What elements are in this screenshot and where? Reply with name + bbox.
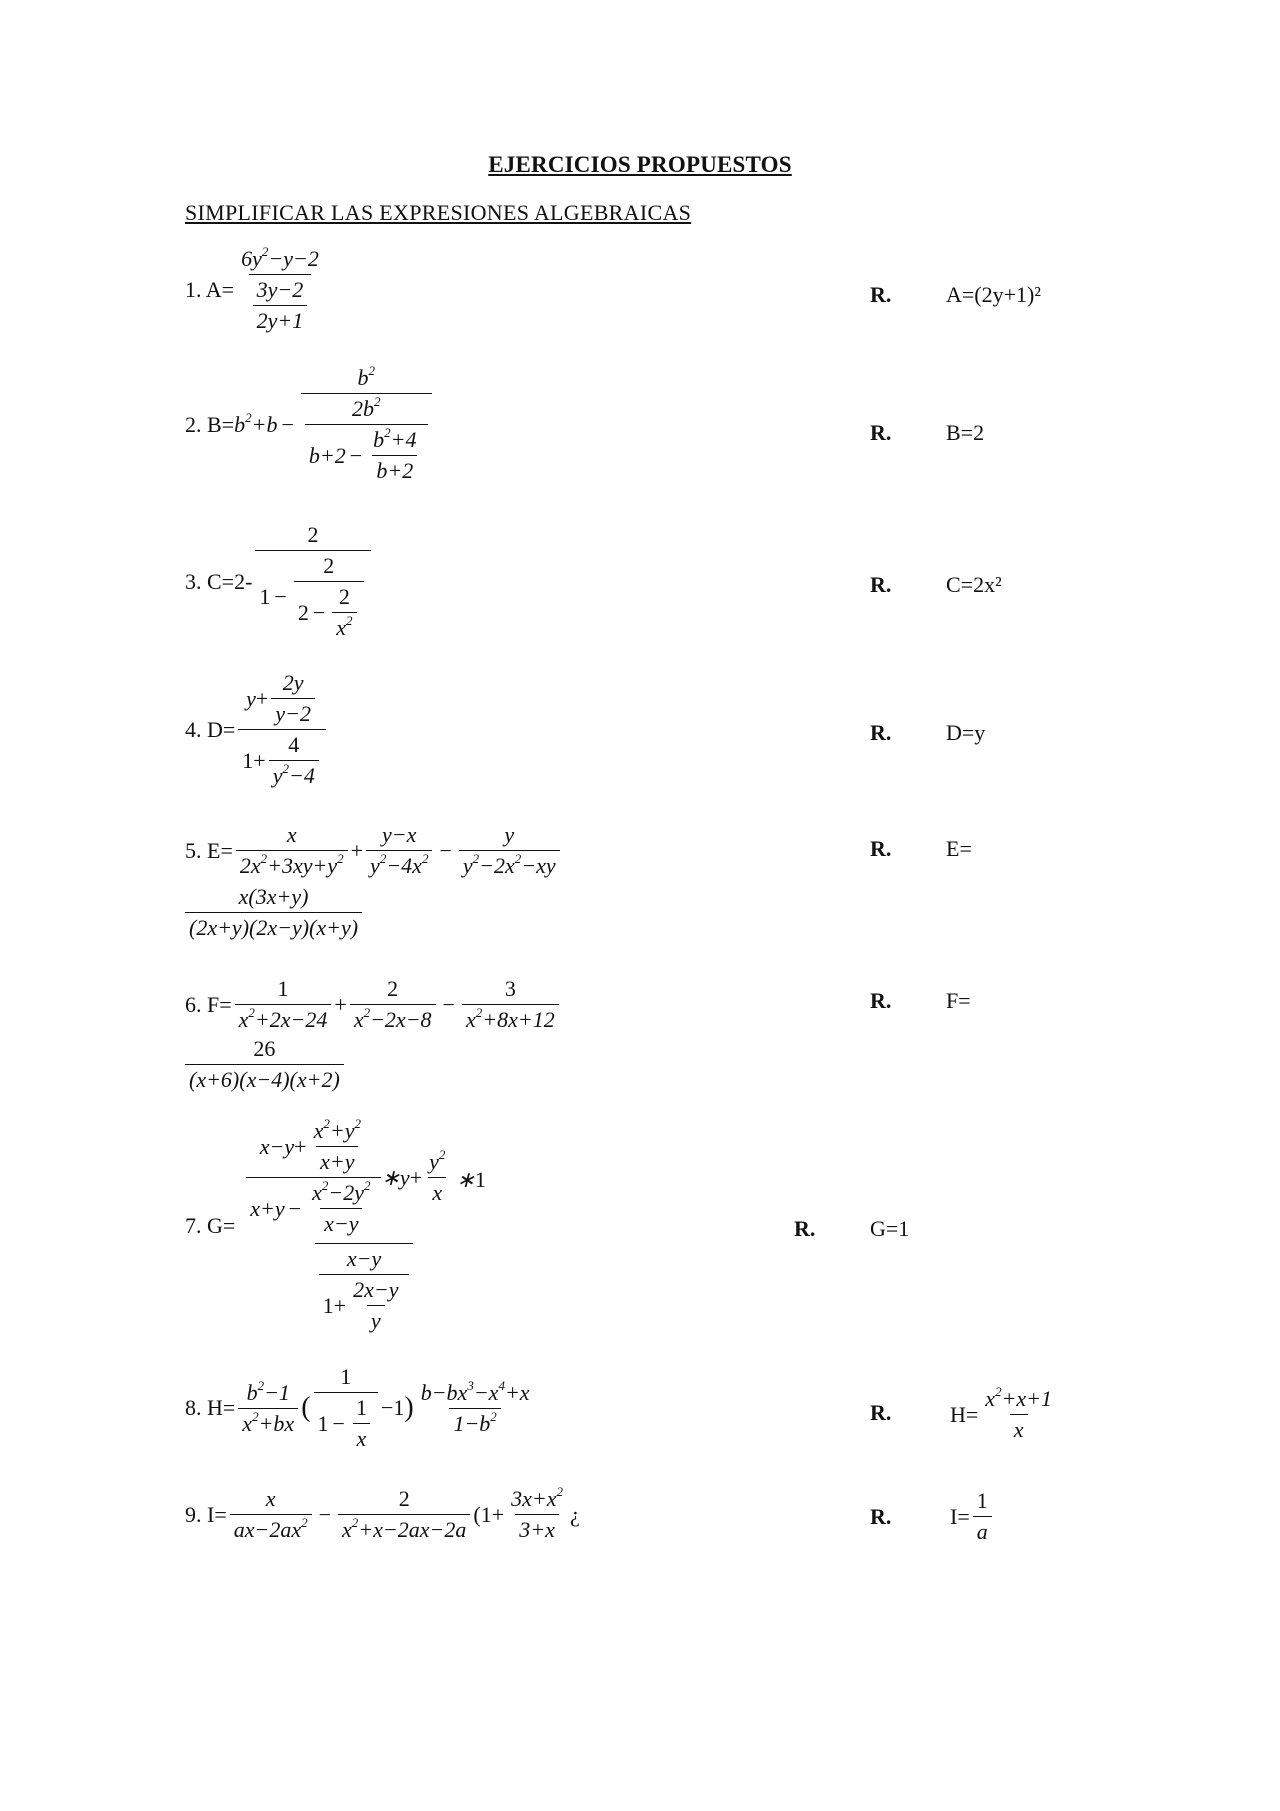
answer-8-label: H=: [950, 1401, 979, 1427]
exercise-5-expression: $\frac{x}{2x^2+3xy+y^2}$ + $\frac{y-x}{y^2-4x^2}$ − $\frac{y}{y^2-2x^2-xy}$: [233, 822, 563, 879]
exercise-2: [185, 365, 435, 484]
exercise-7: [185, 1118, 493, 1334]
page-title: EJERCICIOS PROPUESTOS: [488, 152, 792, 177]
answer-8: [950, 1386, 1059, 1443]
exercise-2-expression: $b^2+b$ − $b^2$ $2b^2$ b+2 − $\frac{b^2+4}{b+2}$: [234, 365, 434, 484]
answer-9: [950, 1488, 995, 1545]
exercise-9-expression: $\frac{x}{ax-2ax^2}$ − $\frac{2}{x^2+x-2ax-2a}$ (1+ $\frac{3x+x^2}{3+x}$ ¿: [227, 1486, 580, 1543]
exercise-6-expression: $\frac{1}{x^2+2x-24}$ + $\frac{2}{x^2-2x-8}$ − $\frac{3}{x^2+8x+12}$: [232, 976, 562, 1033]
answer-1: A=(2y+1)²: [946, 282, 1041, 307]
answer-marker-6: R.: [870, 988, 892, 1013]
answer-marker-3: R.: [870, 572, 892, 597]
section-heading: SIMPLIFICAR LAS EXPRESIONES ALGEBRAICAS: [185, 200, 692, 225]
exercise-8-expression: $\frac{b^2-1}{x^2+bx}$ ( 1 1 − $\frac{1}{x}$ −1 ) $\frac{b-bx^3-x^4+x}{1-b^2}$: [235, 1364, 536, 1452]
exercise-3-label: 3. C=2-: [185, 568, 253, 594]
answer-6-expression: $\frac{26}{(x+6)(x-4)(x+2)}$: [185, 1036, 344, 1093]
answer-5: E=: [946, 836, 972, 861]
answer-3: C=2x²: [946, 572, 1002, 597]
answer-4: D=y: [946, 720, 986, 745]
answer-8-expression: $\frac{x^2+x+1}{x}$: [985, 1384, 1053, 1442]
answer-marker-1: R.: [870, 282, 892, 307]
answer-marker-5: R.: [870, 836, 892, 861]
exercise-4: [185, 670, 329, 789]
exercise-3: [185, 522, 374, 641]
exercise-6: [185, 976, 562, 1033]
exercise-1: [185, 246, 326, 334]
exercise-4-expression: y + $\frac{2y}{y-2}$ 1+ $\frac{4}{y^2-4}$: [238, 670, 326, 789]
exercise-5-label: 5. E=: [185, 837, 233, 863]
exercise-8: [185, 1364, 537, 1452]
exercise-9-label: 9. I=: [185, 1501, 227, 1527]
exercise-7-label: 7. G=: [185, 1213, 236, 1238]
answer-marker-2: R.: [870, 420, 892, 445]
exercise-6-label: 6. F=: [185, 991, 232, 1017]
exercise-8-label: 8. H=: [185, 1395, 236, 1420]
answer-7: G=1: [870, 1216, 910, 1241]
answer-marker-7: R.: [794, 1216, 816, 1241]
exercise-9: [185, 1486, 580, 1543]
answer-9-label: I=: [950, 1503, 970, 1529]
exercise-7-expression: x−y + $\frac{x^2+y^2}{x+y}$ x+y − $\frac{x^2-2y^2}{x-y}$ ∗y + $\frac{y^2}{x}$ ∗ 1 x−y 1+ $\frac{2x-y}{y}$: [238, 1118, 490, 1334]
answer-9-expression: $\frac{1}{a}$: [973, 1488, 992, 1545]
answer-5-expression: $\frac{x(3x+y)}{(2x+y)(2x-y)(x+y)}$: [185, 884, 362, 941]
answer-2: B=2: [946, 420, 985, 445]
exercise-2-label: 2. B=: [185, 411, 235, 437]
answer-marker-8: R.: [870, 1400, 892, 1425]
answer-6: F=: [946, 988, 971, 1013]
exercise-4-label: 4. D=: [185, 716, 236, 742]
exercise-5: [185, 822, 563, 879]
exercise-3-expression: 2 1 − 2 2 − $\frac{2}{x^2}$: [252, 522, 373, 641]
answer-marker-9: R.: [870, 1504, 892, 1529]
answer-marker-4: R.: [870, 720, 892, 745]
exercise-1-label: 1. A=: [185, 277, 235, 302]
exercise-1-expression: $\frac{6y^2-y-2}{\frac{3y-2}{2y+1}}$: [241, 244, 319, 333]
